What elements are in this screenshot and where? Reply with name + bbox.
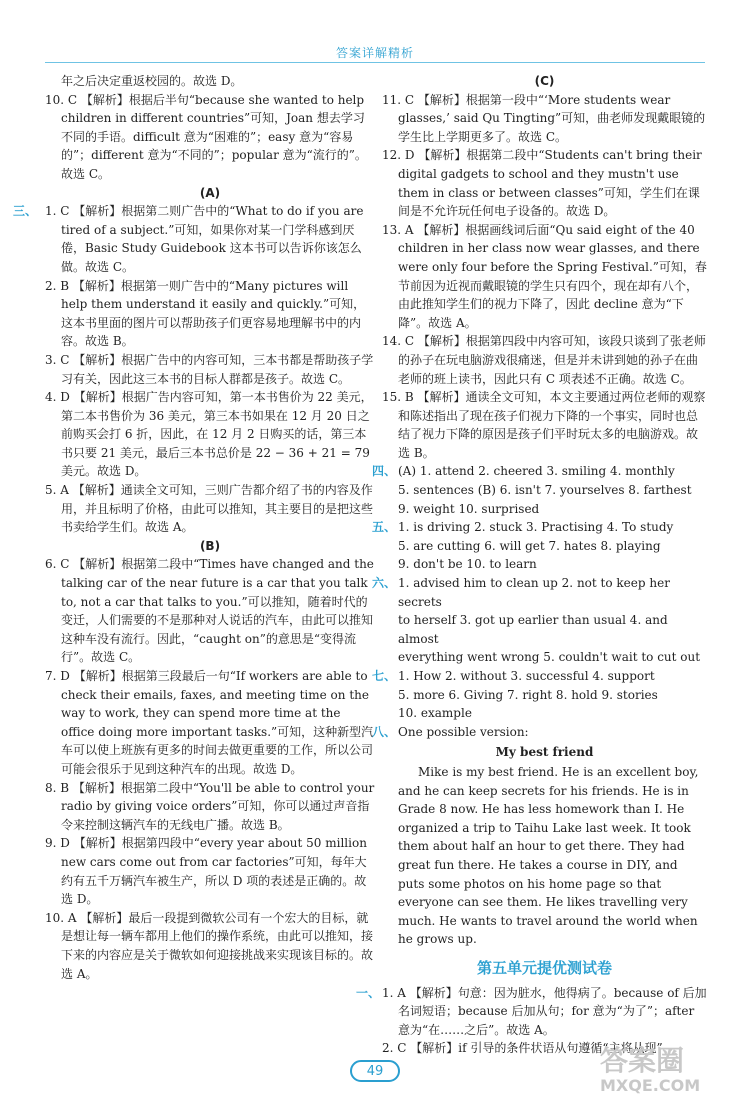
answer-7: 7. D 【解析】根据第三段最后一句“If workers are able to check their emails, faxes, and meeting time on the way to work, they can spend more time at the office doing more important tasks.”可知，这种新型汽车可以使上班族有更多的时间去做更重要的工作，所以公司可能会很乐于见到这种汽车的出现。故选 D。 [45, 669, 374, 776]
section-6-line-2: to herself 3. got up earlier than usual 4. and almost [398, 613, 668, 646]
section-5-line-2: 5. are cutting 6. will get 7. hates 8. playing [398, 538, 661, 553]
answer-intro: 年之后决定重返校园的。故选 D。 [61, 74, 243, 88]
section-5-text-1: 1. is driving 2. stuck 3. Practising 4. To study [398, 520, 674, 535]
section-7-line-2: 5. more 6. Giving 7. right 8. hold 9. stories [398, 687, 658, 702]
answer-5: 5. A 【解析】通读全文可知，三则广告都介绍了书的内容及作用，并且标明了价格，由此可以推知，其主要目的是把这些书卖给学生们。故选 A。 [45, 483, 374, 535]
section-6-line-3: everything went wrong 5. couldn't wait to cut out [398, 650, 701, 665]
section-5-label: 五、 [372, 520, 397, 535]
section-5-line-3: 9. don't be 10. to learn [398, 557, 537, 572]
section-8-label: 八、 [372, 724, 397, 739]
section-c-heading: (C) [534, 74, 555, 88]
answer-3: 3. C 【解析】根据广告中的内容可知，三本书都是帮助孩子学习有关，因此这三本书的目标人群都是孩子。故选 C。 [45, 352, 374, 386]
section-4-line-3: 9. weight 10. surprised [398, 501, 540, 516]
section-b-heading: (B) [199, 538, 221, 553]
answer-10a: 10. C 【解析】根据后半句“because she wanted to help children in different countries”可知，Joan 想去学习不同的手语。difficult 意为“困难的”；easy 意为“容易的”；different 意为“不同的”；popular 意为“流行的”。故选 C。 [45, 92, 367, 181]
section-7-line-1 [372, 667, 707, 686]
essay-title: My best friend [495, 745, 594, 760]
unit-answer-1 [356, 984, 707, 1040]
answer-10b: 10. A 【解析】最后一段提到微软公司有一个宏大的目标，就是想让每一辆车都用上他们的操作系统，由此可以推知，接下来的内容应是关于微软如何迎接挑战来实现该目标的。故选 A。 [45, 910, 374, 981]
right-column [356, 72, 707, 1058]
answer-6: 6. C 【解析】根据第二段中“Times have changed and the talking car of the near future is a car that you talk to, not a car that talks to you.”可以推知，随着时代的变迁，人们需要的不是那种对人说话的汽车，由此可以推知这种车没有流行。因此，“caught on”的意思是“变得流行”。故选 C。 [45, 557, 374, 665]
watermark-top: 答案圈 [600, 1044, 685, 1077]
answer-11: 11. C 【解析】根据第一段中“‘More students wear glasses,’ said Qu Tingting”可知，曲老师发现戴眼镜的学生比上学期更多了。故选 C。 [382, 92, 706, 144]
answer-9: 9. D 【解析】根据第四段中“every year about 50 million new cars come out from car factories”可知，每年大约有五千万辆汽车被生产，所以 D 项的表述是正确的。故选 D。 [45, 836, 367, 907]
section-4-line-1 [372, 462, 707, 481]
header-divider [45, 62, 705, 63]
section-6-text-1: 1. advised him to clean up 2. not to keep her secrets [398, 576, 670, 609]
answer-1-text: 1. C 【解析】根据第二则广告中的“What to do if you are tired of a subject.”可知，如果你对某一门学科感到厌倦，Basic Study Guidebook 这本书可以告诉你该怎么做。故选 C。 [45, 204, 364, 274]
answer-14: 14. C 【解析】根据第四段中内容可知，该段只谈到了张老师的孙子在玩电脑游戏很痛迷，但是并未讲到她的孙子在曲老师的班上读书，因此只有 C 项表述不正确。故选 C。 [382, 334, 706, 386]
section-6-label: 六、 [372, 576, 397, 591]
answer-1 [13, 202, 375, 276]
answer-4: 4. D 【解析】根据广告内容可知，第一本书售价为 22 美元，第二本书售价为 36 美元，第三本书如果在 12 月 20 日之前购买会打 6 折，因此，在 12 月 2 日购买的话，第三本书只要 21 美元，最后三本书总价是 22 − 36 + 21 = 79 美元。故选 D。 [45, 390, 373, 479]
header-title: 答案详解精析 [335, 46, 414, 60]
answer-2: 2. B 【解析】根据第一则广告中的“Many pictures will help them understand it easily and quickly.”可知，这本书里面的图片可以帮助孩子们更容易地理解书中的内容。故选 B。 [45, 278, 366, 349]
section-a-heading: (A) [199, 185, 221, 200]
answer-13: 13. A 【解析】根据画线词后面“Qu said eight of the 40 children in her class now wear glasses, and there were only four before the Spring Festival.”可知，春节前因为近视而戴眼镜的学生只有四个，现在却有八个，由此推知学生们的视力下降了，因此 decline 意为“下降”。故选 A。 [382, 222, 707, 330]
section-4-text-1: (A) 1. attend 2. cheered 3. smiling 4. monthly [398, 464, 675, 479]
section-1-label: 一、 [356, 985, 381, 1000]
section-8-line [372, 723, 707, 742]
section-5-line-1 [372, 518, 707, 537]
section-4-label: 四、 [372, 464, 397, 479]
answer-15: 15. B 【解析】通读全文可知，本文主要通过两位老师的观察和陈述指出了现在孩子们视力下降的一个事实，同时也总结了视力下降的原因是孩子们平时玩太多的电脑游戏。故选 B。 [382, 390, 706, 460]
answer-8: 8. B 【解析】根据第二段中“You'll be able to control your radio by giving voice orders”可知，你可以通过声音指令来控制这辆汽车的无线电广播。故选 B。 [45, 780, 375, 832]
left-column [13, 72, 375, 983]
section-7-line-3: 10. example [398, 706, 472, 721]
section-3-label: 三、 [13, 204, 38, 219]
answer-12: 12. D 【解析】根据第二段中“Students can't bring their digital gadgets to school and they mustn't use them in class or between classes”可知，学生们在课间是不允许玩任何电子设备的。故选 D。 [382, 148, 702, 219]
unit-answer-1-text: 1. A 【解析】句意：因为脏水，他得病了。because of 后加名词短语；because 后加从句；for 意为“为了”；after 意为“在……之后”。故选 A。 [382, 985, 707, 1037]
unit-answer-2: 2. C 【解析】if 引导的条件状语从句遵循“主将从现” [382, 1041, 663, 1056]
watermark-bottom: MXQE.COM [600, 1076, 701, 1095]
section-8-intro: One possible version: [398, 724, 529, 739]
unit-title: 第五单元提优测试卷 [476, 958, 612, 977]
page-number: 49 [350, 1060, 400, 1082]
section-6-line-1 [372, 574, 707, 611]
section-7-label: 七、 [372, 669, 397, 683]
essay-body: Mike is my best friend. He is an excellent boy, and he can keep secrets for his friends. He is in Grade 8 now. He has less homework than I. He organized a trip to Taihu Lake last week. It took them about half an hour to get there. They had great fun there. He takes a course in DIY, and puts some photos on his home page so that everyone can see them. He likes travelling very much. He wants to travel around the world when he grows up. [398, 764, 699, 947]
section-4-line-2: 5. sentences (B) 6. isn't 7. yourselves 8. farthest [398, 483, 692, 498]
watermark-logo [600, 1045, 740, 1105]
page-header [0, 0, 750, 58]
section-7-text-1: 1. How 2. without 3. successful 4. support [398, 669, 655, 683]
